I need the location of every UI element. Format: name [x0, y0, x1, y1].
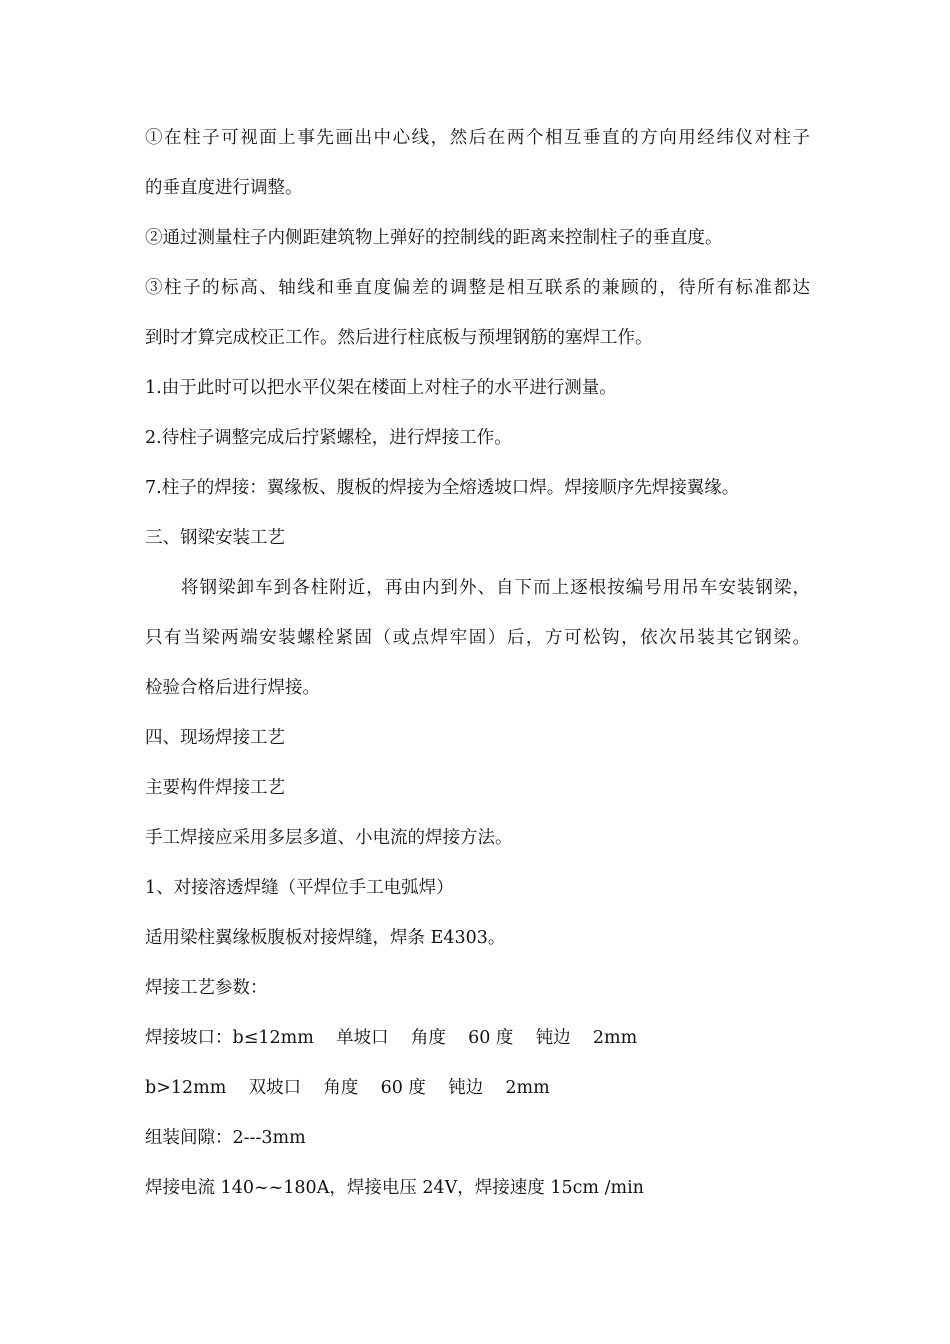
- parameter-line: b>12mm 双坡口 角度 60 度 钝边 2mm: [145, 1078, 550, 1098]
- paragraph-line: 手工焊接应采用多层多道、小电流的焊接方法。: [145, 828, 513, 848]
- paragraph-line: ②通过测量柱子内侧距建筑物上弹好的控制线的距离来控制柱子的垂直度。: [145, 228, 723, 248]
- paragraph-line: 只有当梁两端安装螺栓紧固（或点焊牢固）后，方可松钩，依次吊装其它钢梁。: [145, 628, 810, 648]
- paragraph-line: 的垂直度进行调整。: [145, 178, 303, 198]
- section-heading: 三、钢梁安装工艺: [145, 528, 285, 548]
- list-item: 7.柱子的焊接：翼缘板、腹板的焊接为全熔透坡口焊。焊接顺序先焊接翼缘。: [145, 478, 740, 498]
- section-heading: 四、现场焊接工艺: [145, 728, 285, 748]
- paragraph-line: ③柱子的标高、轴线和垂直度偏差的调整是相互联系的兼顾的，待所有标准都达: [145, 278, 810, 298]
- list-item: 1.由于此时可以把水平仪架在楼面上对柱子的水平进行测量。: [145, 378, 617, 398]
- paragraph-line: 适用梁柱翼缘板腹板对接焊缝，焊条 E4303。: [145, 928, 506, 948]
- paragraph-line: ①在柱子可视面上事先画出中心线，然后在两个相互垂直的方向用经纬仪对柱子: [145, 128, 810, 148]
- subsection-heading: 主要构件焊接工艺: [145, 778, 285, 798]
- parameter-line: 焊接坡口：b≤12mm 单坡口 角度 60 度 钝边 2mm: [145, 1028, 638, 1048]
- paragraph-line: 将钢梁卸车到各柱附近，再由内到外、自下而上逐根按编号用吊车安装钢梁，: [181, 578, 810, 598]
- paragraph-line: 焊接工艺参数：: [145, 978, 268, 998]
- paragraph-line: 检验合格后进行焊接。: [145, 678, 320, 698]
- parameter-line: 组装间隙：2---3mm: [145, 1128, 306, 1148]
- list-item: 2.待柱子调整完成后拧紧螺栓，进行焊接工作。: [145, 428, 512, 448]
- paragraph-line: 到时才算完成校正工作。然后进行柱底板与预埋钢筋的塞焊工作。: [145, 328, 653, 348]
- parameter-line: 焊接电流 140~~180A，焊接电压 24V，焊接速度 15cm /min: [145, 1178, 644, 1198]
- list-item: 1、对接溶透焊缝（平焊位手工电弧焊）: [145, 878, 454, 898]
